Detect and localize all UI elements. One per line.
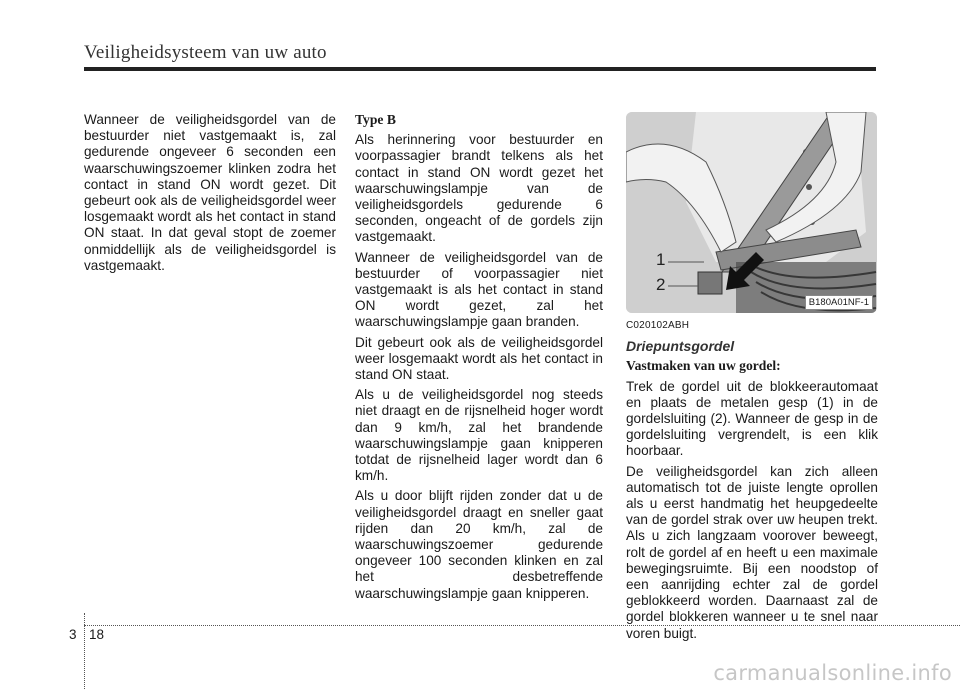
chapter-number: 3 xyxy=(69,627,77,642)
paragraph: Dit gebeurt ook als de veiligheidsgordel weer losgemaakt wordt als het contact in stand ON staat. xyxy=(355,334,603,383)
paragraph: Wanneer de veiligheidsgordel van de bestuurder niet vastgemaakt is, zal gedurende ongeveer 6 seconden een waarschuwingszoemer klinken zodra het contact in stand ON wordt gezet. Dit gebeurt ook als de veiligheidsgordel weer losgemaakt wordt als het contact in stand ON staat. In dat geval stopt de zoemer onmiddellijk als de veiligheidsgordel is vastgemaakt. xyxy=(84,112,336,273)
paragraph: Als u door blijft rijden zonder dat u de veiligheidsgordel draagt en sneller gaat rijden dan 20 km/h, zal de waarschuwingszoemer gedurende ongeveer 100 seconden klinken en zal het desbetreffende waarschuwingslampje gaan knipperen. xyxy=(355,488,603,601)
paragraph: Als u de veiligheidsgordel nog steeds niet draagt en de rijsnelheid hoger wordt dan 9 km/h, zal het brandende waarschuwingslampje gaan knipperen totdat de rijsnelheid lager wordt dan 6 km/h. xyxy=(355,387,603,484)
footer-rule xyxy=(84,625,960,626)
paragraph: Wanneer de veiligheidsgordel van de bestuurder of voorpassagier niet vastgemaakt is als het contact in stand ON wordt gezet, zal het waarschuwingslampje gaan branden. xyxy=(355,249,603,330)
subheading-fastening: Vastmaken van uw gordel: xyxy=(626,358,781,374)
section-code: C020102ABH xyxy=(626,320,690,331)
column-right xyxy=(626,318,878,646)
subheading-type-b: Type B xyxy=(355,112,396,127)
section-title: Driepuntsgordel xyxy=(626,338,735,355)
page-header-title: Veiligheidsysteem van uw auto xyxy=(84,42,327,63)
header-rule xyxy=(84,67,876,71)
callout-label-2: 2 xyxy=(656,275,666,294)
seatbelt-illustration xyxy=(626,112,877,313)
paragraph: Als herinnering voor bestuurder en voorpassagier brandt telkens als het contact in stand ON wordt gezet het waarschuwingslampje van de veiligheidsgordels gedurende 6 seconden, ongeacht of de gordels zijn vastgemaakt. xyxy=(355,132,603,245)
paragraph: Trek de gordel uit de blokkeerautomaat en plaats de metalen gesp (1) in de gordelsluiting (2). Wanneer de gesp in de gordelsluiting vergrendelt, is een klik hoorbaar. xyxy=(626,378,878,459)
column-middle xyxy=(355,112,603,606)
page-number: 18 xyxy=(89,627,105,642)
callout-label-1: 1 xyxy=(656,250,666,269)
footer-divider xyxy=(84,613,85,689)
paragraph: De veiligheidsgordel kan zich alleen automatisch tot de juiste lengte oprollen als u eerst handmatig het heupgedeelte van de gordel strak over uw heupen trekt. Als u zich langzaam voorover beweegt, rolt de gordel af en heeft u een maximale bewegingsruimte. Bij een noodstop of een aanrijding echter zal de gordel geblokkeerd worden. Daarnaast zal de gordel blokkeren wanneer u te snel naar voren buigt. xyxy=(626,463,878,641)
watermark: carmanualsonline.info xyxy=(713,661,952,685)
column-left xyxy=(84,112,336,278)
figure-caption: B180A01NF-1 xyxy=(805,295,873,310)
